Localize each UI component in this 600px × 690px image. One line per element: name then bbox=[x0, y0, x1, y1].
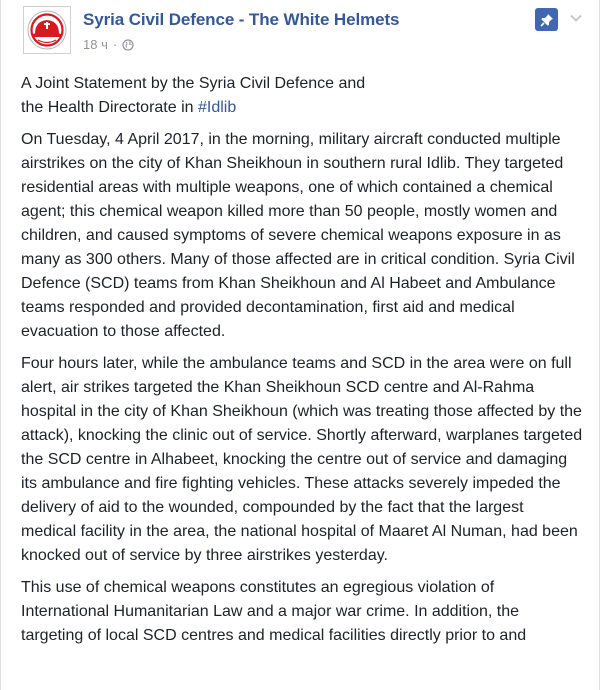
page-name-link[interactable]: Syria Civil Defence - The White Helmets bbox=[83, 10, 400, 29]
avatar[interactable] bbox=[23, 6, 71, 54]
hashtag-link[interactable]: #Idlib bbox=[197, 99, 237, 116]
heading-line-2: the Health Directorate in bbox=[21, 99, 198, 116]
post-heading bbox=[21, 72, 583, 120]
paragraph-3: This use of chemical weapons constitutes an egregious violation of International Humanitarian Law and a major war crime. In addition, the targeting of local SCD centres and medical facilities directly prior to and bbox=[21, 579, 527, 644]
post-text bbox=[21, 72, 583, 656]
post-timestamp[interactable]: 18 ч bbox=[83, 37, 108, 52]
globe-icon[interactable] bbox=[122, 39, 134, 51]
heading-line-1: A Joint Statement by the Syria Civil Defence and bbox=[21, 75, 366, 92]
white-helmets-logo-icon bbox=[27, 10, 67, 50]
chevron-down-icon[interactable] bbox=[569, 11, 583, 25]
paragraph-1: On Tuesday, 4 April 2017, in the morning, military aircraft conducted multiple airstrikes on the city of Khan Sheikhoun in southern rural Idlib. They targeted residential areas with multiple weapons, one of which contained a chemical agent; this chemical weapon killed more than 50 people, mostly women and children, and caused symptoms of severe chemical weapons exposure in as many as 300 others. Many of those affected are in critical condition. Syria Civil Defence (SCD) teams from Khan Sheikhoun and Al Habeet and Ambulance teams responded and provided decontamination, first aid and medical evacuation to those affected. bbox=[21, 131, 575, 340]
meta-separator: · bbox=[112, 37, 118, 52]
post-meta bbox=[83, 37, 134, 52]
paragraph-2: Four hours later, while the ambulance teams and SCD in the area were on full alert, air strikes targeted the Khan Sheikhoun SCD centre and Al-Rahma hospital in the city of Khan Sheikhoun (which was treating those affected by the attack), knocking the clinic out of service. Shortly afterward, warplanes targeted the SCD centre in Alhabeet, knocking the centre out of service and damaging its ambulance and fire fighting vehicles. These attacks severely impeded the delivery of aid to the wounded, compounded by the fact that the largest medical facility in the area, the national hospital of Maaret Al Numan, had been knocked out of service by three airstrikes yesterday. bbox=[21, 355, 583, 564]
pin-icon bbox=[540, 13, 554, 27]
post-header bbox=[23, 6, 589, 60]
pin-button[interactable] bbox=[535, 8, 558, 31]
